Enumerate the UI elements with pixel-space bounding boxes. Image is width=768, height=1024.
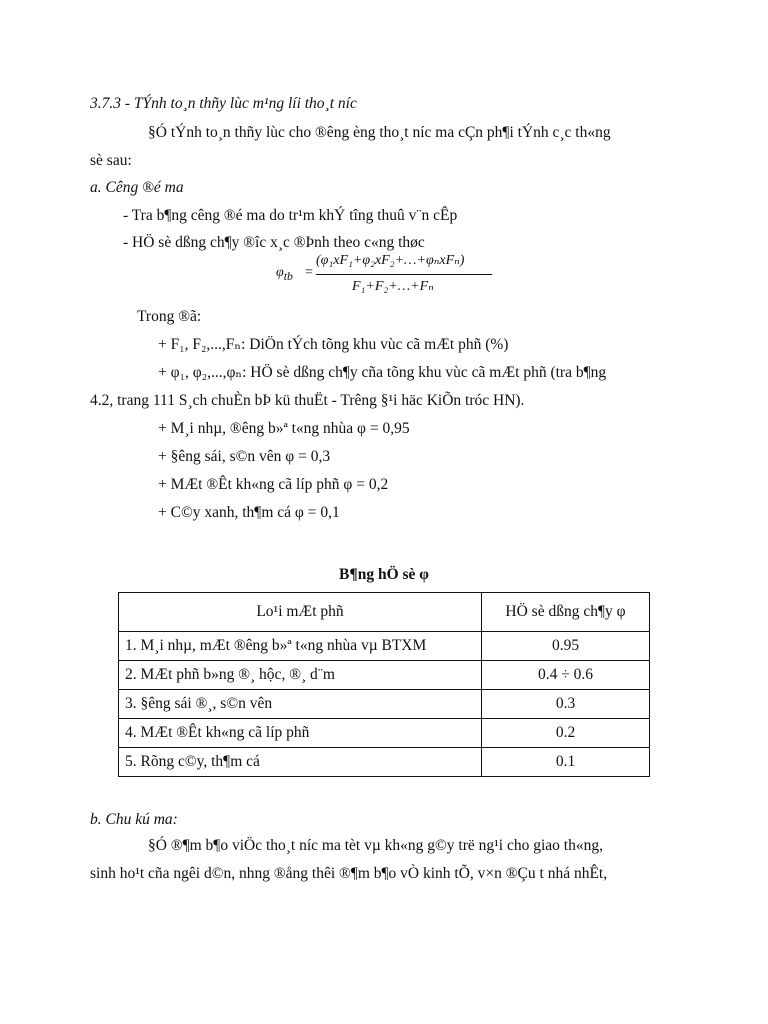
row-surface-type: 2. MÆt phñ b»ng ®¸ hộc, ®¸ d¨m xyxy=(119,661,482,690)
formula-equals: = xyxy=(305,265,313,280)
row-surface-type: 4. MÆt ®Êt kh«ng cã líp phñ xyxy=(119,719,482,748)
formula-numerator: (φ₁xF₁+φ₂xF₂+…+φₙxFₙ) xyxy=(316,253,465,268)
item-phi-coefficients: + φ₁, φ₂,...,φₙ: HÖ sè dßng ch¶y cña tõng khu vùc cã mÆt phñ (tra b¶ng xyxy=(158,364,607,381)
row-surface-type: 5. Rõng c©y, th¶m cá xyxy=(119,748,482,777)
coefficient-table xyxy=(118,592,650,777)
header-runoff-coefficient: HÖ sè dßng ch¶y φ xyxy=(482,593,650,632)
bullet-1: - Tra b¶ng cêng ®é ma do tr¹m khÝ tîng thuû v¨n cÊp xyxy=(123,207,458,224)
table-header-row xyxy=(119,593,650,632)
row-coefficient: 0.2 xyxy=(482,719,650,748)
item-roof: + M¸i nhµ, ®êng b»ª t«ng nhùa φ = 0,95 xyxy=(158,420,410,437)
bullet-2: - HÖ sè dßng ch¶y ®îc x¸c ®Þnh theo c«ng thøc xyxy=(123,234,425,251)
table-row xyxy=(119,632,650,661)
formula-denominator: F₁+F₂+…+Fₙ xyxy=(352,279,434,294)
item-gravel-road: + §êng sái, s©n vên φ = 0,3 xyxy=(158,448,331,465)
row-surface-type: 3. §êng sái ®¸, s©n vên xyxy=(119,690,482,719)
item-green-area: + C©y xanh, th¶m cá φ = 0,1 xyxy=(158,504,340,521)
row-coefficient: 0.3 xyxy=(482,690,650,719)
section-heading: 3.7.3 - TÝnh to¸n thñy lùc m¹ng líi tho¸t níc xyxy=(90,95,357,112)
table-row xyxy=(119,719,650,748)
table-title: B¶ng hÖ sè φ xyxy=(339,566,429,583)
row-coefficient: 0.95 xyxy=(482,632,650,661)
part-b-line-2: sinh ho¹t cña ngêi d©n, nhng ®ång thêi ®¶m b¶o vÒ kinh tÕ, v×n ®Çu t nhá nhÊt, xyxy=(90,865,608,882)
intro-line-2: sè sau: xyxy=(90,152,132,169)
row-coefficient: 0.4 ÷ 0.6 xyxy=(482,661,650,690)
item-f-areas: + F₁, F₂,...,Fₙ: DiÖn tÝch tõng khu vùc cã mÆt phñ (%) xyxy=(158,336,509,353)
table-row xyxy=(119,690,650,719)
header-surface-type: Lo¹i mÆt phñ xyxy=(119,593,482,632)
runoff-formula xyxy=(276,252,516,302)
row-surface-type: 1. M¸i nhµ, mÆt ®êng b»ª t«ng nhùa vµ BTXM xyxy=(119,632,482,661)
part-a-heading: a. Cêng ®é ma xyxy=(90,179,184,196)
fraction-bar xyxy=(316,274,492,275)
part-b-heading: b. Chu kú ma: xyxy=(90,811,178,828)
table-row xyxy=(119,661,650,690)
item-bare-ground: + MÆt ®Êt kh«ng cã líp phñ φ = 0,2 xyxy=(158,476,389,493)
item-phi-reference: 4.2, trang 111 S¸ch chuÈn bÞ kü thuËt - Trêng §¹i häc KiÕn tróc HN). xyxy=(90,392,525,409)
formula-lhs: $\varphi_{tb}$ xyxy=(276,265,293,283)
table-row xyxy=(119,748,650,777)
trong-do-label: Trong ®ã: xyxy=(137,308,202,325)
part-b-line-1: §Ó ®¶m b¶o viÖc tho¸t níc ma tèt vµ kh«ng g©y trë ng¹i cho giao th«ng, xyxy=(148,837,603,854)
intro-line-1: §Ó tÝnh to¸n thñy lùc cho ®êng èng tho¸t níc ma cÇn ph¶i tÝnh c¸c th«ng xyxy=(148,124,611,141)
row-coefficient: 0.1 xyxy=(482,748,650,777)
